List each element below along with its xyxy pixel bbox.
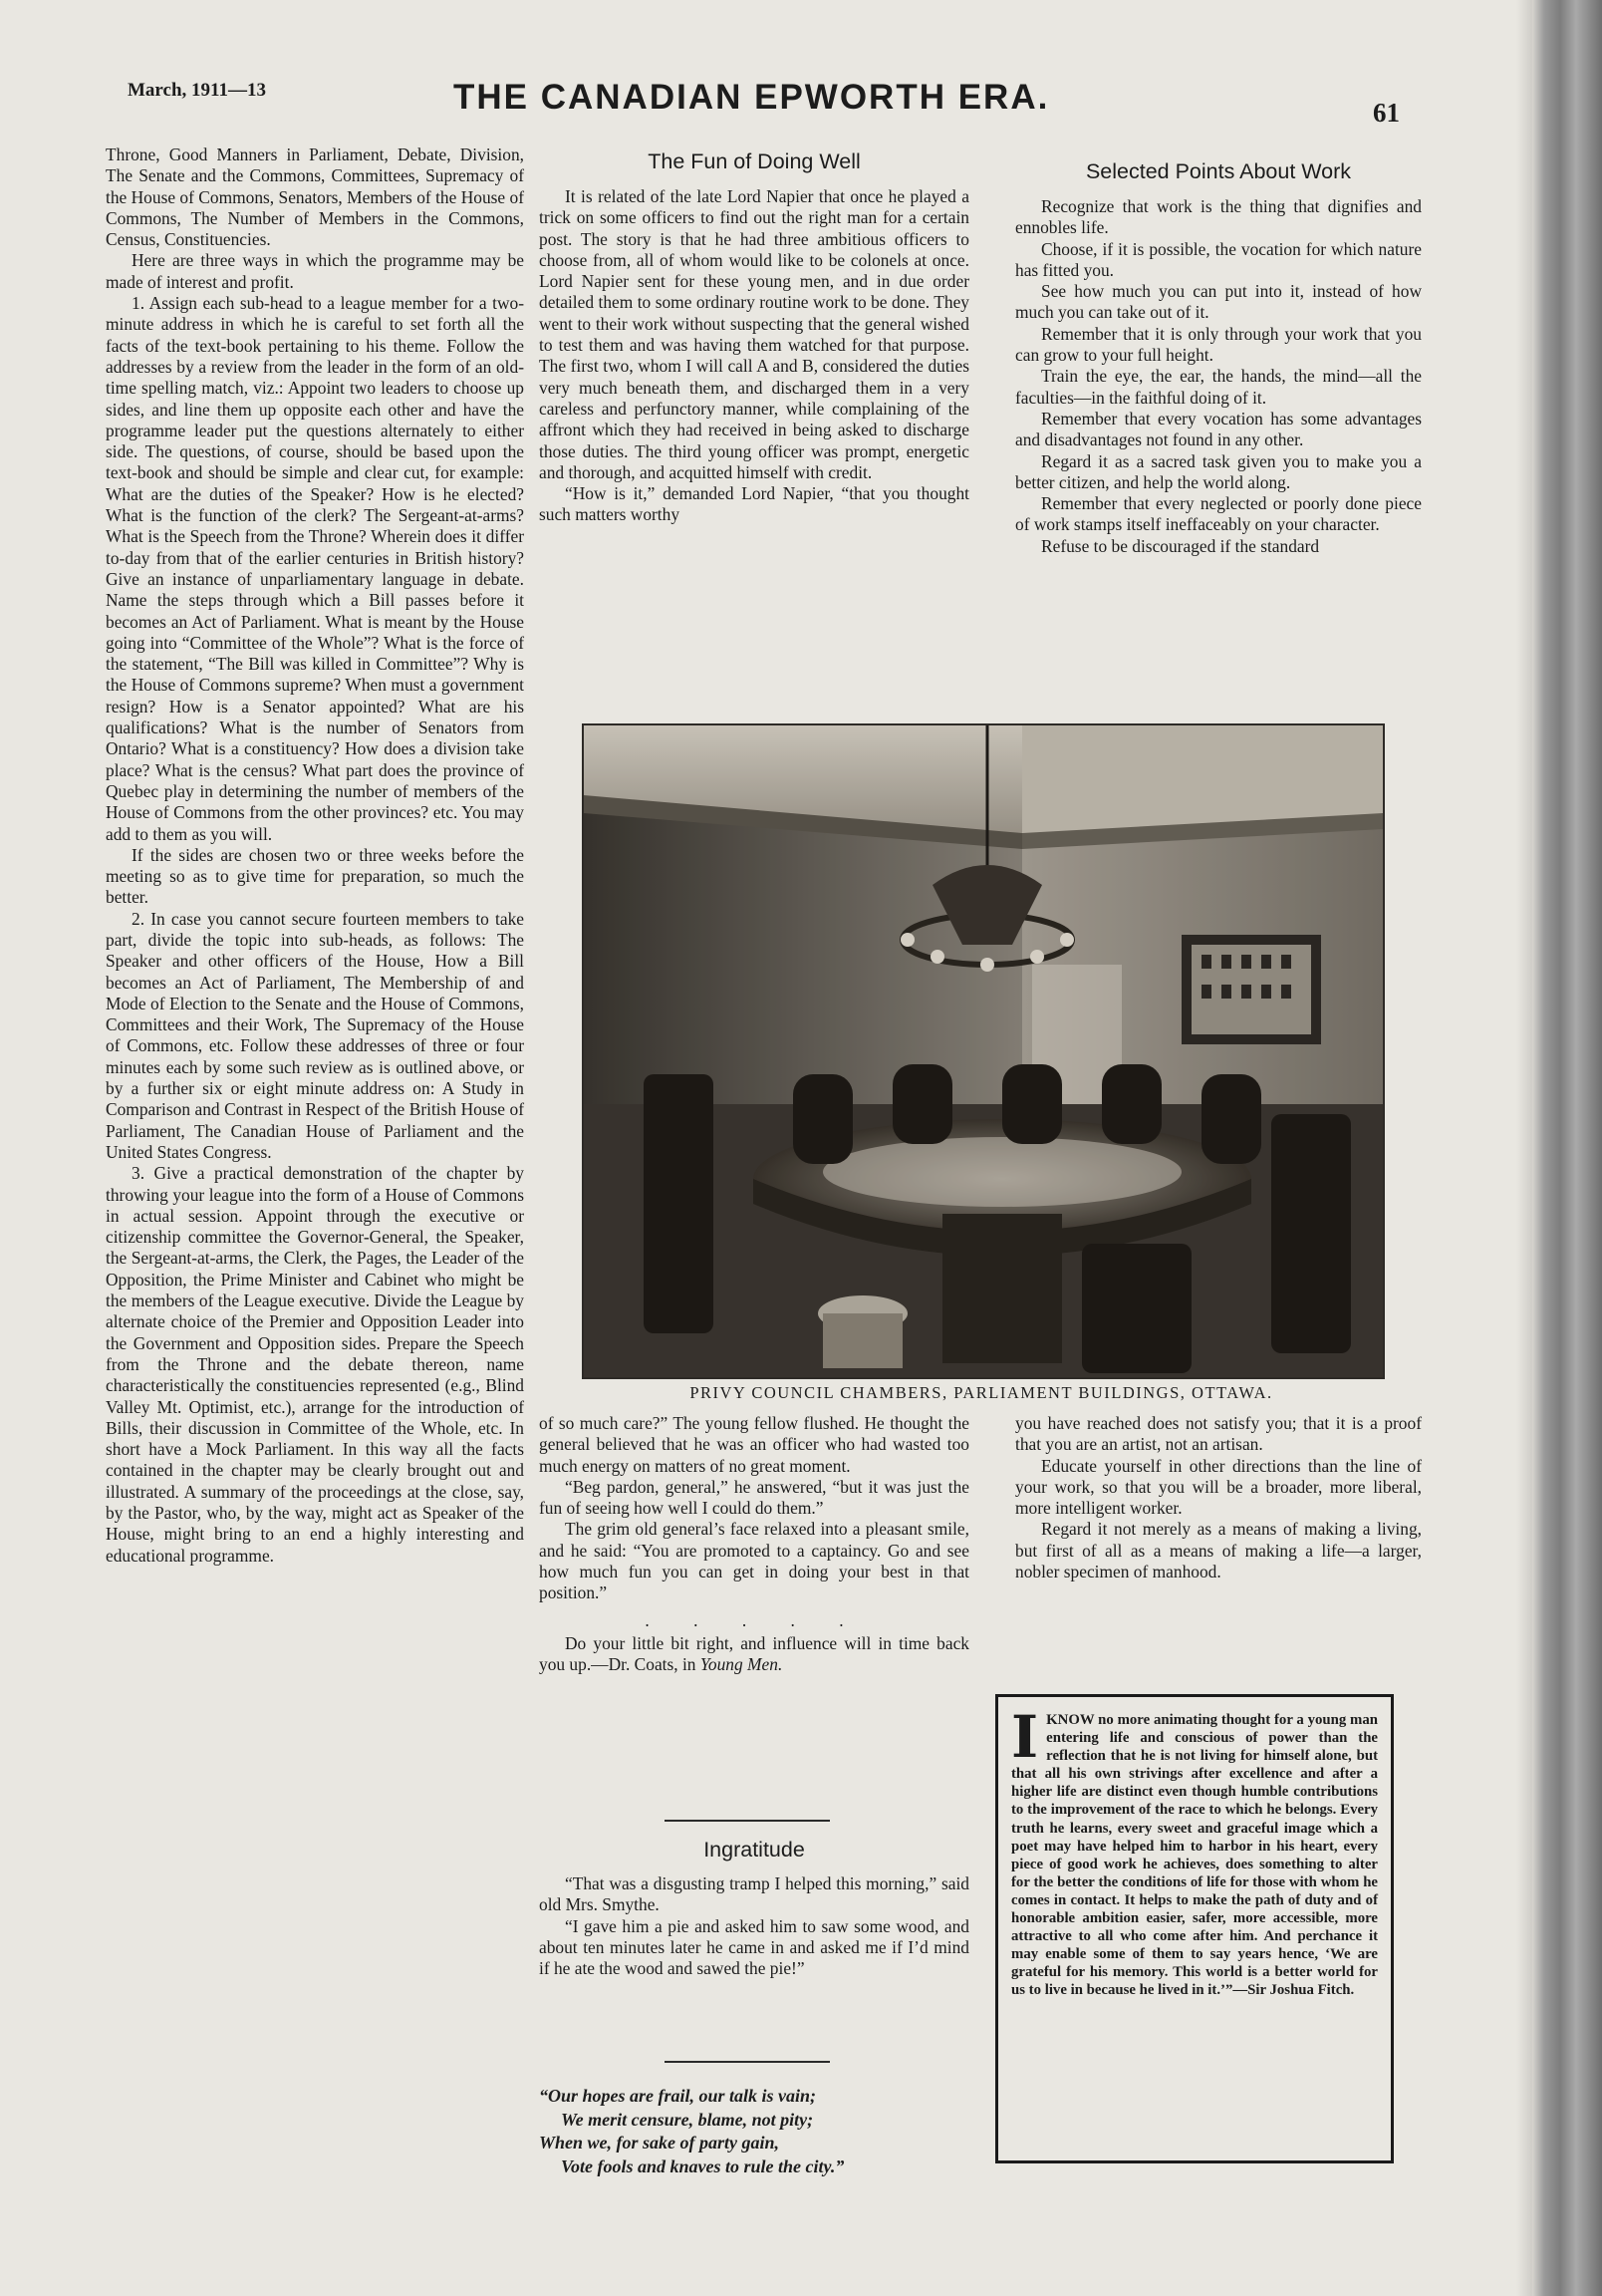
heading-selected-points: Selected Points About Work — [1085, 159, 1352, 183]
drop-cap: I — [1011, 1703, 1039, 1771]
paragraph: “That was a disgusting tramp I helped this morning,” said old Mrs. Smythe. — [539, 1873, 969, 1915]
paragraph: Throne, Good Manners in Parliament, Debate, Division, The Senate and the Commons, Committees, Supremacy of the House of Commons, Senators, Members of the House of Commons, The Number of Members in the Commons, Census, Constituencies. — [106, 144, 524, 250]
paragraph: Here are three ways in which the programme may be made of interest and profit. — [106, 250, 524, 292]
source-title: Young Men. — [699, 1654, 783, 1675]
paragraph: “How is it,” demanded Lord Napier, “that you thought such matters worthy — [539, 483, 969, 525]
paragraph: Choose, if it is possible, the vocation for which nature has fitted you. — [1015, 238, 1422, 280]
section-dots: . . . . . — [645, 1609, 864, 1630]
divider — [665, 2061, 830, 2063]
paragraph: If the sides are chosen two or three weeks before the meeting so as to give time for preparation, so much the better. — [106, 844, 524, 908]
heading-ingratitude: Ingratitude — [703, 1838, 805, 1862]
page-edge — [1516, 0, 1532, 2296]
photo-caption: PRIVY COUNCIL CHAMBERS, PARLIAMENT BUILDINGS, OTTAWA. — [689, 1383, 1273, 1402]
paragraph: The grim old general’s face relaxed into a pleasant smile, and he said: “You are promoted to a captaincy. Go and see how much fun you can get in doing your best in that position.” — [539, 1519, 969, 1603]
paragraph: Remember that every neglected or poorly done piece of work stamps itself ineffaceably on your character. — [1015, 493, 1422, 535]
page-number: 61 — [1373, 98, 1400, 128]
closing-line: Do your little bit right, and influence will in time back you up.—Dr. Coats, in — [539, 1632, 969, 1675]
quote-text: KNOW no more animating thought for a young man entering life and conscious of power than the reflection that he is not living for himself alone, but that all his own strivings after excellence and after a higher life are distinct even though humble contributions to the improvement of the race to which he belongs. Every truth he learns, every sweet and graceful image which a poet may have helped him to harbor in his heart, every piece of good work he achieves, does something to alter for the better the conditions of life for those with whom he comes in contact. It helps to make the path of duty and of honorable ambition easier, safer, more accessible, more attractive to all who come after him. And perchance it may enable some of them to say years hence, ‘We are grateful for his memory. This world is a better world for us to live in because he lived in it.’”—Sir Joshua Fitch. — [1011, 1712, 1378, 1999]
paragraph: Refuse to be discouraged if the standard — [1041, 535, 1320, 556]
paragraph: Regard it as a sacred task given you to make you a better citizen, and help the world along. — [1015, 450, 1422, 492]
article-selected-bottom — [1015, 1413, 1422, 1582]
paragraph: “Beg pardon, general,” he answered, “but it was just the fun of seeing how well I could do them.” — [539, 1476, 969, 1519]
paragraph: “I gave him a pie and asked him to saw some wood, and about ten minutes later he came in and asked me if I’d mind if he ate the wood and sawed the pie!” — [539, 1915, 969, 1979]
poem-line: Vote fools and knaves to rule the city.” — [561, 2155, 845, 2176]
header-date: March, 1911—13 — [128, 80, 266, 101]
poem-line: When we, for sake of party gain, — [539, 2133, 780, 2152]
fitch-quote-box — [995, 1694, 1394, 2163]
paragraph: 3. Give a practical demonstration of the chapter by throwing your league into the form of a House of Commons in actual session. Appoint through the executive or citizenship committee the Governor-General, the Speaker, the Sergeant-at-arms, the Clerk, the Pages, the Leader of the Opposition, the Prime Minister and Cabinet who might be the members of the League executive. Divide the League by alternate choice of the Premier and Opposition Leader into the Government and Opposition sides. Prepare the Speech from the Throne and the debate thereon, name characteristically the constituencies represented (e.g., Blind Valley Mt. Optimist, etc.), arrange for the introduction of Bills, their discussion in Committee of the Whole, etc. In short have a Mock Parliament. In this way all the facts contained in the chapter may be clearly brought out and illustrated. A summary of the proceedings at the close, say, by the Pastor, who, by the way, might act as Speaker of the House, might bring to an end a highly interesting and educational programme. — [106, 1163, 524, 1566]
paragraph: See how much you can put into it, instead of how much you can take out of it. — [1015, 281, 1422, 323]
paragraph: Remember that every vocation has some advantages and disadvantages not found in any other. — [1015, 408, 1422, 450]
article-ingratitude — [539, 1873, 969, 1979]
header-title: THE CANADIAN EPWORTH ERA. — [453, 78, 1050, 117]
paragraph: It is related of the late Lord Napier that once he played a trick on some officers to find out the right man for a certain post. The story is that he had three ambitious officers to choose from, all of whom would like to be colonels at once. Lord Napier sent for these young men, and in due order detailed them to some ordinary routine work to be done. They went to their work without suspecting that the general wished to test them and was having them watched for that purpose. The first two, whom I will call A and B, considered the duties very much beneath them, and discharged them in a very careless and perfunctory manner, while complaining of the affront which they had received in being asked to discharge those duties. The third young officer was prompt, energetic and thorough, and acquitted himself with credit. — [539, 186, 969, 482]
article-fun-bottom — [539, 1413, 969, 1676]
paragraph: Train the eye, the ear, the hands, the mind—all the faculties—in the faithful doing of it. — [1015, 366, 1422, 408]
photo-illustration — [584, 725, 1383, 1377]
article-fun-top — [539, 186, 969, 526]
paragraph-source — [539, 1633, 969, 1676]
article-selected-top — [1015, 196, 1422, 557]
paragraph: of so much care?” The young fellow flushed. He thought the general believed that he was an officer who had wasted too much energy on matters of no great moment. — [539, 1413, 969, 1476]
paragraph: Recognize that work is the thing that dignifies and ennobles life. — [1015, 196, 1422, 238]
poem-quote — [539, 2085, 969, 2178]
poem-line: “Our hopes are frail, our talk is vain; — [539, 2086, 817, 2106]
paragraph: 2. In case you cannot secure fourteen members to take part, divide the topic into sub-heads, as follows: The Speaker and other officers of the House, How a Bill becomes an Act of Parliament, The Membership of and Mode of Election to the Senate and the House of Commons, Committees and their Work, The Supremacy of the House of Commons, etc. Follow these addresses of three or four minutes each by some such review as is outlined above, or by a further six or eight minute address on: A Study in Comparison and Contrast in Respect of the British House of Parliament, The Canadian House of Parliament and the United States Congress. — [106, 908, 524, 1162]
paragraph: 1. Assign each sub-head to a league member for a two-minute address in which he is careful to set forth all the facts of the text-book pertaining to his theme. Follow the addresses by a review from the leader in the form of an old-time spelling match, viz.: Appoint two leaders to choose up sides, and line them up opposite each other and have the programme leader put the questions alternately to either side. The questions, of course, should be based upon the text-book and should be simple and clear cut, for example: What are the duties of the Speaker? How is he elected? What is the function of the clerk? The Sergeant-at-arms? What is the Speech from the Throne? Wherein does it differ to-day from that of the earlier centuries in British history? Give an instance of unparliamentary language in debate. Name the steps through which a Bill passes before it becomes an Act of Parliament. What is meant by the House going into “Committee of the Whole”? What is the force of the statement, “The Bill was killed in Committee”? Why is the House of Commons supreme? When must a government resign? How is a Senator appointed? What are his qualifications? What is the number of Senators from Ontario? What is a constituency? How does a division take place? What is the census? What part does the province of Quebec play in determining the number of members of the House of Commons from the other provinces? etc. You may add to them as you will. — [106, 293, 524, 844]
column-parliament-programme — [106, 144, 524, 1567]
paragraph: Remember that it is only through your work that you can grow to your full height. — [1015, 323, 1422, 366]
privy-council-photo — [582, 723, 1385, 1379]
quote-text-block — [1011, 1703, 1378, 2000]
poem-line: We merit censure, blame, not pity; — [561, 2109, 814, 2130]
paragraph: you have reached does not satisfy you; that it is a proof that you are an artist, not an artisan. — [1015, 1413, 1422, 1455]
book-spine — [1532, 0, 1602, 2296]
heading-fun-of-doing-well: The Fun of Doing Well — [648, 149, 861, 173]
paragraph: Educate yourself in other directions than the line of your work, so that you will be a broader, more liberal, more intelligent worker. — [1015, 1455, 1422, 1519]
divider — [665, 1820, 830, 1822]
paragraph: Regard it not merely as a means of making a living, but first of all as a means of making a life—a larger, nobler specimen of manhood. — [1015, 1519, 1422, 1582]
